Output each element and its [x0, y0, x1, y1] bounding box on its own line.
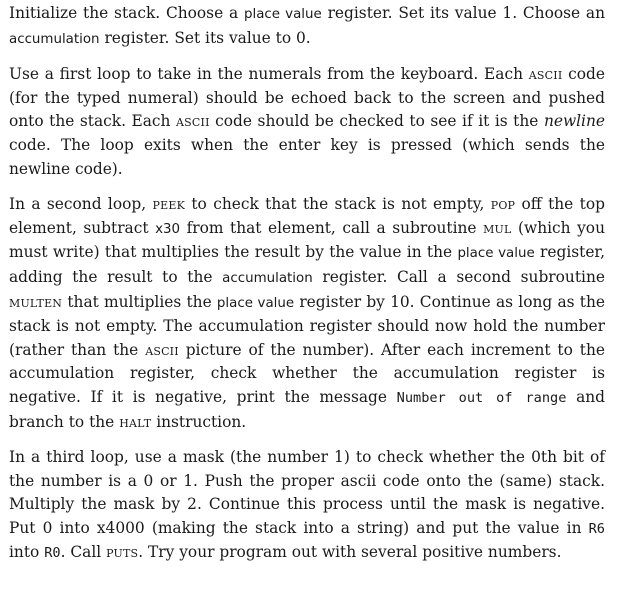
term-mul: mul	[483, 218, 512, 237]
term-ascii: ascii	[145, 340, 179, 359]
text: off the top element, subtract	[9, 195, 605, 237]
term-peek: peek	[152, 195, 185, 214]
text: code (for the typed numeral) should be echoed back to the screen and pushed onto the stack. Each	[9, 65, 605, 131]
term-multen: multen	[9, 292, 63, 311]
term-r6: R6	[588, 520, 605, 537]
term-place-value: place value	[243, 7, 322, 22]
text: . Call	[60, 543, 102, 562]
paragraph-third-loop	[9, 446, 605, 566]
text: from that element, call a subroutine	[186, 218, 477, 237]
term-ascii: ascii	[528, 65, 563, 84]
term-accumulation: accumulation	[9, 31, 100, 47]
term-newline: newline	[543, 112, 605, 131]
paragraph-second-loop	[9, 193, 605, 434]
term-message: Number out of range	[396, 389, 567, 406]
term-puts: puts	[106, 543, 139, 562]
text: into	[9, 543, 40, 562]
text: (which you must write) that multiplies the result by the value in the	[9, 218, 605, 262]
term-r0: R0	[44, 545, 61, 562]
text: code. The loop exits when the enter key is pressed (which sends the newline code).	[9, 135, 605, 178]
text: and branch to the	[9, 387, 606, 431]
paragraph-first-loop	[9, 63, 605, 181]
text: code should be checked to see if it is the	[215, 112, 539, 131]
text: register. Set its value to 0.	[104, 28, 311, 47]
text: instruction.	[156, 412, 247, 431]
text: picture of the number). After each increment to the accumulation register, check whether the accumulation register is negative. If it is negative, print the message	[9, 340, 605, 406]
term-ascii: ascii	[176, 112, 210, 131]
text: register. Call a second subroutine	[322, 267, 605, 286]
term-pop: pop	[490, 195, 516, 214]
document-body	[9, 2, 605, 578]
term-halt: halt	[119, 412, 152, 431]
text: Use a first loop to take in the numerals from the keyboard. Each	[9, 65, 524, 84]
term-place-value: place value	[457, 246, 535, 262]
text: register. Set its value 1. Choose an	[327, 4, 605, 22]
text: . Try your program out with several positive numbers.	[138, 543, 562, 562]
text: register by 10. Continue as long as the stack is not empty. The accumulation register should now hold the number (rather than the	[9, 292, 605, 359]
paragraph-initialize	[9, 2, 605, 51]
term-place-value: place value	[216, 295, 295, 311]
text: In a third loop, use a mask (the number 1) to check whether the 0th bit of the number is a 0 or 1. Push the proper ascii code onto the (same) stack. Multiply the mask by 2. Continue this process until the mask is negative. Put 0 into x4000 (making the stack into a string) and put the value in	[9, 448, 605, 537]
text: register, adding the result to the	[9, 243, 605, 286]
text: that multiplies the	[67, 292, 212, 311]
text: Initialize the stack. Choose a	[9, 4, 239, 22]
text: In a second loop,	[9, 195, 147, 214]
term-accumulation: accumulation	[222, 270, 313, 286]
term-x30: x30	[155, 221, 181, 237]
text: to check that the stack is not empty,	[191, 195, 485, 214]
